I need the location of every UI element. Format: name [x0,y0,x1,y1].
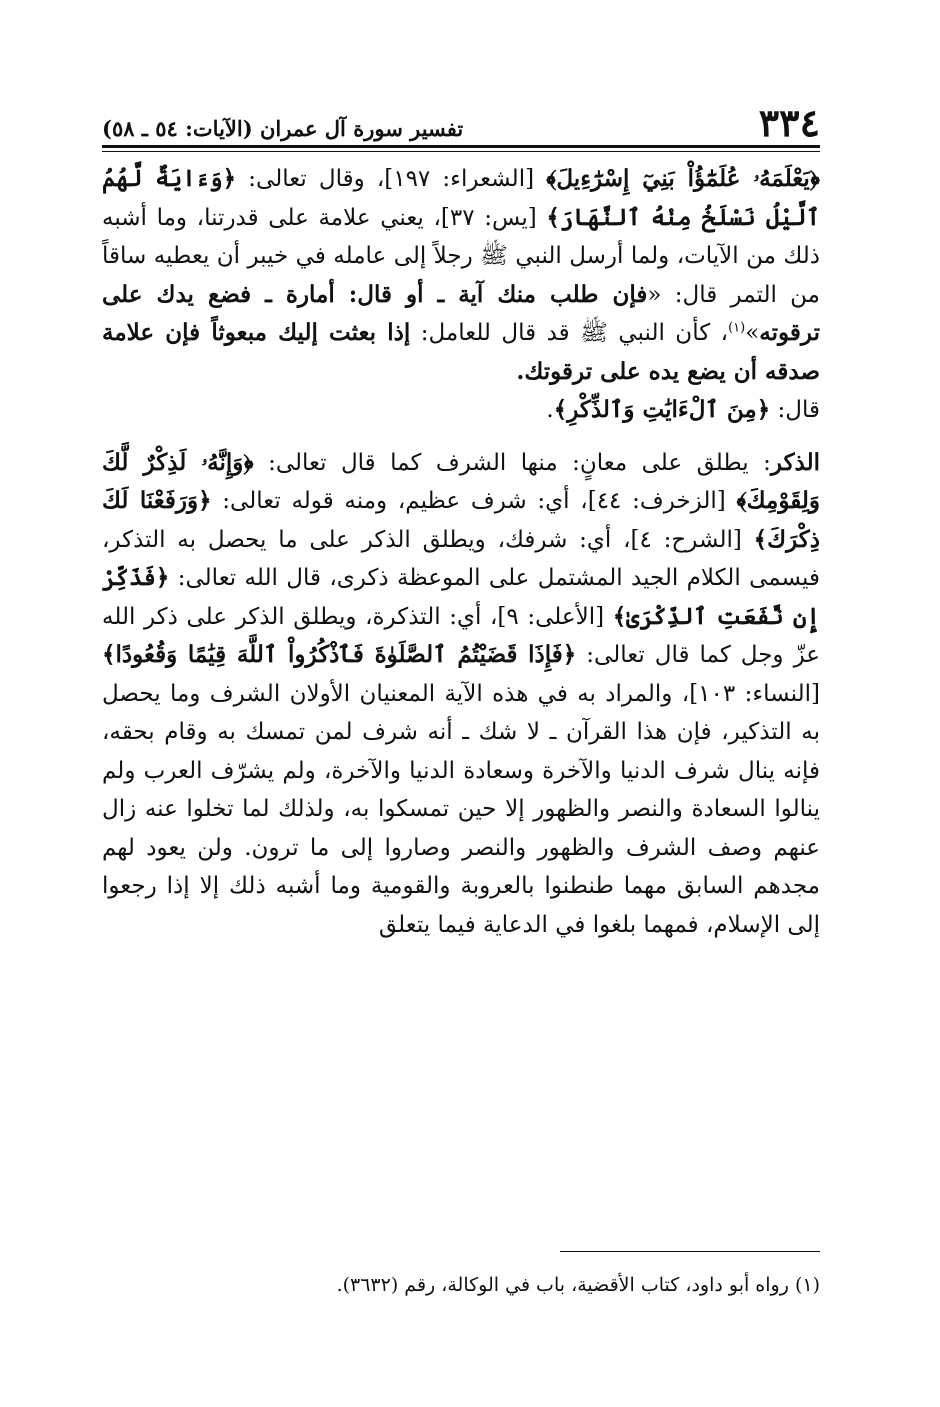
footnote-marker: (١) [794,1274,820,1296]
page-header [102,92,820,145]
page-number: ٣٣٤ [758,100,820,145]
quran-verse: ﴿وَرَفَعْنَا لَكَ ذِكْرَكَ﴾ [102,487,820,553]
hadith-text: إذا بعثت إليك مبعوثاً فإن علامة صدقه أن يضع يده على ترقوتك. [102,319,820,385]
text-run: [الشرح: ٤]، أي: شرفك، ويطلق الذكر على ما يحصل به التذكر، فيسمى الكلام الجيد المشتمل على الموعظة ذكرى، قال الله تعالى: [102,526,820,591]
quran-verse: ﴿وَءَايَةٌ لَّهُمُ ٱلَّيْلُ نَسْلَخُ مِنْهُ ٱلنَّهَارَ﴾ [102,165,820,231]
quran-verse: ﴿فَذَكِّرْ إِن نَّفَعَتِ ٱلذِّكْرَىٰ﴾ [102,564,820,630]
quran-verse: ﴿يَعْلَمَهُۥ عُلَمَٰٓؤُاْ بَنِيٓ إِسْرَٰٓءِيلَ﴾ [546,165,820,192]
header-rule-thick [102,145,820,148]
footnote [102,1270,820,1300]
text-run: قال: [770,397,820,423]
text-run: : يطلق على معانٍ: منها الشرف كما قال تعالى: [253,449,771,476]
hadith-text: فإن طلب منك آية ـ أو قال: أمارة ـ فضع يدك على ترقوته [102,280,820,346]
running-title: تفسير سورة آل عمران (الآيات: ٥٤ ـ ٥٨) [102,115,464,141]
footnote-reference: (١) [728,320,746,336]
text-run: » [745,320,760,346]
paragraph [102,444,820,945]
text-run: [يس: ٣٧]، يعني علامة على قدرتنا، وما أشبه ذلك من الآيات، ولما أرسل النبي ﷺ رجلاً إلى عامله في خيبر أن يعطيه ساقاً من التمر قال: « [102,204,821,308]
text-run: [الأعلى: ٩]، أي: التذكرة، ويطلق الذكر على ذكر الله عزّ وجل كما قال تعالى: [102,603,820,668]
header-rule-thin [102,151,820,152]
quran-verse: ﴿وَإِنَّهُۥ لَذِكْرٌ لَّكَ وَلِقَوْمِكَ﴾ [102,448,820,514]
quran-verse: ﴿مِنَ ٱلْءَايَٰتِ وَٱلذِّكْرِ﴾ [553,396,771,423]
term-heading: الذكر [770,448,821,476]
text-run: [الزخرف: ٤٤]، أي: شرف عظيم، ومنه قوله تعالى: [211,488,737,514]
quran-verse: ﴿فَإِذَا قَضَيْتُمُ ٱلصَّلَوٰةَ فَٱذْكُرُواْ ٱللَّهَ قِيَٰمًا وَقُعُودًا﴾ [102,641,577,668]
text-run: . [546,397,554,423]
text-run: [الشعراء: ١٩٧]، وقال تعالى: [236,166,547,192]
text-run: [النساء: ١٠٣]، والمراد به في هذه الآية المعنيان الأولان الشرف وما يحصل به التذكير، فإن هذا القرآن ـ لا شك ـ أنه شرف لمن تمسك به وقام بحقه، فإنه ينال شرف الدنيا والآخرة وسعادة الدنيا والآخرة، ولم يشرّف العرب ولم ينالوا السعادة والنصر والظهور إلا حين تمسكوا به، ولذلك لما تخلوا عنه زال عنهم وصف الشرف والظهور والنصر وصاروا إلى ما ترون. ولن يعود لهم مجدهم السابق مهما طنطنوا بالعروبة والقومية وما أشبه ذلك إلا إذا رجعوا إلى الإسلام، فمهما بلغوا في الدعاية فيما يتعلق [102,680,820,938]
footnote-separator [560,1251,820,1252]
footnote-text: رواه أبو داود، كتاب الأقضية، باب في الوكالة، رقم (٣٦٣٢). [336,1274,789,1296]
paragraph [102,391,820,430]
body-text [102,160,820,944]
paragraph [102,160,820,391]
text-run: ، كأن النبي ﷺ قد قال للعامل: [410,320,729,346]
